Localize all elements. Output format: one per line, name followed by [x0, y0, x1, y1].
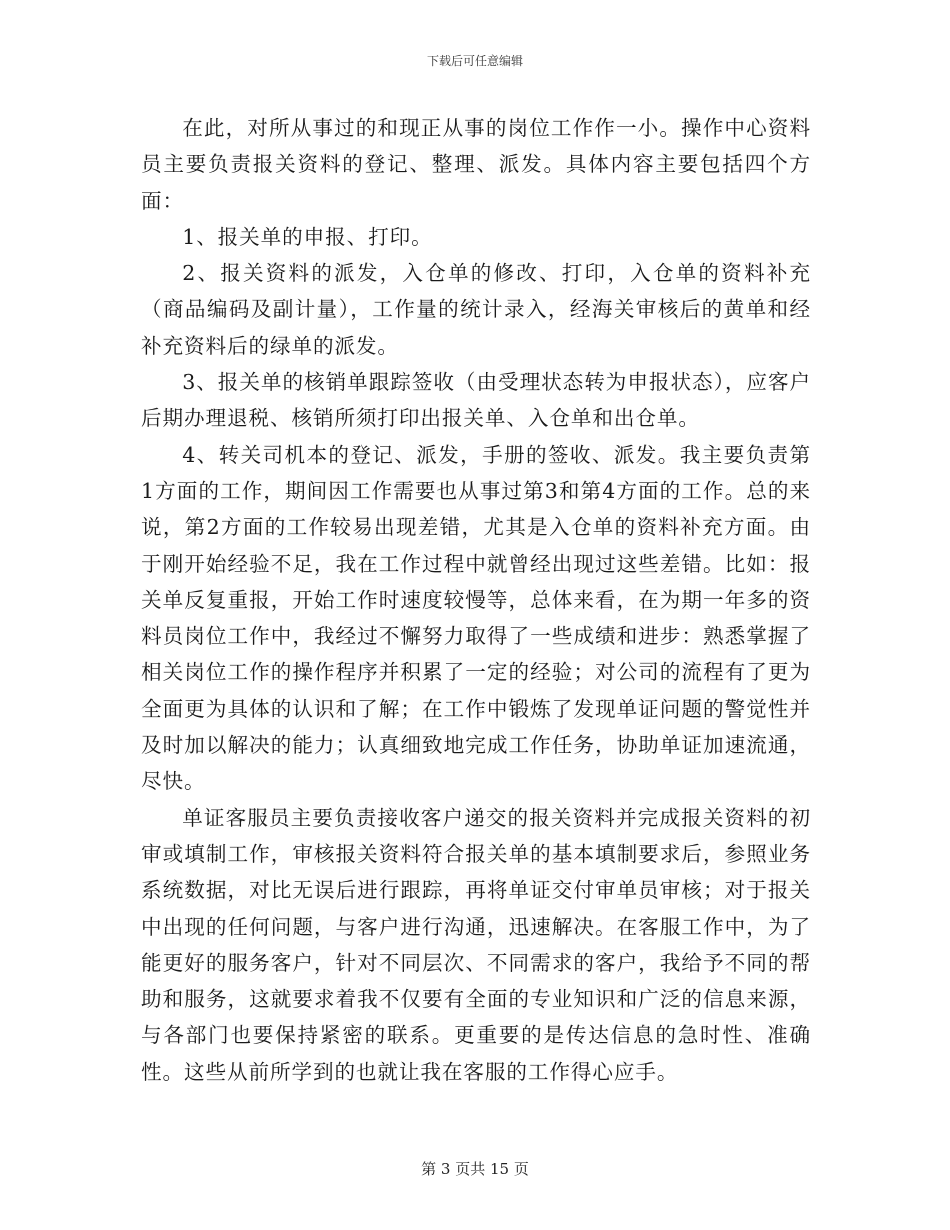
page-number-footer: 第 3 页共 15 页: [421, 1160, 529, 1178]
paragraph-intro: 在此，对所从事过的和现正从事的岗位工作作一小。操作中心资料员主要负责报关资料的登记、整理、派发。具体内容主要包括四个方面：: [141, 116, 811, 213]
page-header: 下载后可任意编辑: [426, 54, 523, 68]
document-body: [141, 110, 811, 1090]
paragraph-customer-service: 单证客服员主要负责接收客户递交的报关资料并完成报关资料的初审或填制工作，审核报关资料符合报关单的基本填制要求后，参照业务系统数据，对比无误后进行跟踪，再将单证交付审单员审核；对于报关中出现的任何问题，与客户进行沟通，迅速解决。在客服工作中，为了能更好的服务客户，针对不同层次、不同需求的客户，我给予不同的帮助和服务，这就要求着我不仅要有全面的专业知识和广泛的信息来源，与各部门也要保持紧密的联系。更重要的是传达信息的急时性、准确性。这些从前所学到的也就让我在客服的工作得心应手。: [141, 805, 811, 1084]
paragraph-item-1: 1、报关单的申报、打印。: [182, 224, 433, 249]
paragraph-item-3: 3、报关单的核销单跟踪签收（由受理状态转为申报状态），应客户后期办理退税、核销所须打印出报关单、入仓单和出仓单。: [141, 370, 811, 431]
paragraph-item-4: 4、转关司机本的登记、派发，手册的签收、派发。我主要负责第1方面的工作，期间因工作需要也从事过第3和第4方面的工作。总的来说，第2方面的工作较易出现差错，尤其是入仓单的资料补充方面。由于刚开始经验不足，我在工作过程中就曾经出现过这些差错。比如：报关单反复重报，开始工作时速度较慢等，总体来看，在为期一年多的资料员岗位工作中，我经过不懈努力取得了一些成绩和进步：熟悉掌握了相关岗位工作的操作程序并积累了一定的经验；对公司的流程有了更为全面更为具体的认识和了解；在工作中锻炼了发现单证问题的警觉性并及时加以解决的能力；认真细致地完成工作任务，协助单证加速流通，尽快。: [141, 442, 811, 794]
paragraph-item-2: 2、报关资料的派发，入仓单的修改、打印，入仓单的资料补充（商品编码及副计量），工作量的统计录入，经海关审核后的黄单和经补充资料后的绿单的派发。: [141, 261, 811, 358]
